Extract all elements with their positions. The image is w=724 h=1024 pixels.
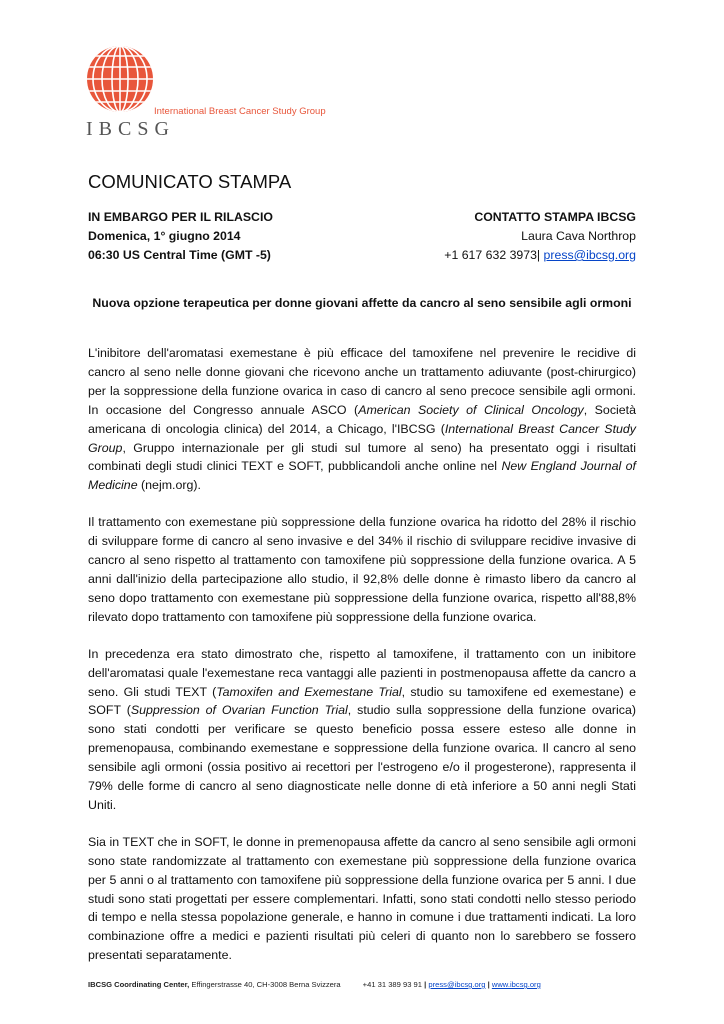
contact-name: Laura Cava Northrop xyxy=(521,229,636,243)
embargo-date: Domenica, 1° giugno 2014 xyxy=(88,229,241,243)
press-release-body xyxy=(88,344,636,983)
globe-logo-icon xyxy=(86,44,156,116)
paragraph-1: L'inibitore dell'aromatasi exemestane è più efficace del tamoxifene nel prevenire le recidive di cancro al seno nelle donne giovani che ricevono anche un trattamento adiuvante (post-chirurgico) per la soppressione della funzione ovarica in caso di cancro al seno precoce sensibile agli ormoni. In occasione del Congresso annuale ASCO (American Society of Clinical Oncology, Società americana di oncologia clinica) del 2014, a Chicago, l'IBCSG (International Breast Cancer Study Group, Gruppo internazionale per gli studi sul tumore al seno) ha presentato oggi i risultati combinati degli studi clinici TEXT e SOFT, pubblicandoli anche online nel New England Journal of Medicine (nejm.org). xyxy=(88,346,636,493)
footer-email-link[interactable]: press@ibcsg.org xyxy=(428,980,486,989)
footer-website-link[interactable]: www.ibcsg.org xyxy=(491,980,541,989)
page-footer: IBCSG Coordinating Center, Effingerstrasse 40, CH-3008 Berna Svizzera +41 31 389 93 91 | press@ibcsg.org | www.ibcsg.org xyxy=(88,980,541,989)
footer-address: Effingerstrasse 40, CH-3008 Berna Svizzera xyxy=(189,980,341,989)
contact-title: CONTATTO STAMPA IBCSG xyxy=(474,210,636,224)
paragraph-4: Sia in TEXT che in SOFT, le donne in premenopausa affette da cancro al seno sensibile agli ormoni sono state randomizzate al trattamento con exemestane più soppressione della funzione ovarica per 5 anni o al trattamento con tamoxifene più soppressione della funzione ovarica per 5 anni. I due studi sono stati progettati per essere complementari. Infatti, sono stati condotti nello stesso periodo di tempo e nella stessa popolazione generale, e hanno in comune i due trattamenti indicati. La loro combinazione offre a medici e pazienti risultati più celeri di quanto non lo sarebbero se fossero presentati separatamente. xyxy=(88,834,636,963)
ibcsg-logo xyxy=(86,44,406,144)
paragraph-3: In precedenza era stato dimostrato che, rispetto al tamoxifene, il trattamento con un inibitore dell'aromatasi quale l'exemestane reca vantaggi alle pazienti in postmenopausa affette da cancro a seno. Gli studi TEXT (Tamoxifen and Exemestane Trial, studio su tamoxifene ed exemestane) e SOFT (Suppression of Ovarian Function Trial, studio sulla soppressione della funzione ovarica) sono stati condotti per verificare se questo beneficio possa essere esteso alle donne in premenopausa, combinando exemestane e soppressione della funzione ovarica. Il cancro al seno sensibile agli ormoni (ossia positivo ai recettori per l'estrogeno e/o il progesterone), rappresenta il 79% delle forme di cancro al seno diagnosticate nelle donne di età inferiore a 50 anni negli Stati Uniti. xyxy=(88,646,636,812)
contact-email-link[interactable]: press@ibcsg.org xyxy=(543,248,636,262)
footer-org: IBCSG Coordinating Center, xyxy=(88,980,190,989)
logo-abbreviation: IBCSG xyxy=(86,118,175,140)
embargo-label: IN EMBARGO PER IL RILASCIO xyxy=(88,210,273,224)
footer-phone: +41 31 389 93 91 xyxy=(362,980,422,989)
embargo-block xyxy=(88,208,273,265)
contact-phone-line xyxy=(444,246,636,265)
paragraph-2: Il trattamento con exemestane più soppressione della funzione ovarica ha ridotto del 28% il rischio di sviluppare forme di cancro al seno invasive e del 34% il rischio di sviluppare recidive invasive di cancro al seno rispetto al trattamento con tamoxifene più soppressione della funzione ovarica. A 5 anni dall'inizio della partecipazione allo studio, il 92,8% delle donne è rimasto libero da cancro al seno dopo trattamento con exemestane più soppressione della funzione ovarica, rispetto all'88,8% rilevato dopo trattamento con tamoxifene più soppressione della funzione ovarica. xyxy=(88,515,636,624)
press-contact-block xyxy=(444,208,636,265)
contact-phone: +1 617 632 3973| xyxy=(444,248,541,262)
embargo-time: 06:30 US Central Time (GMT -5) xyxy=(88,248,271,262)
press-release-headline: Nuova opzione terapeutica per donne giovani affette da cancro al seno sensibile agli ormoni xyxy=(92,296,632,310)
logo-tagline: International Breast Cancer Study Group xyxy=(154,106,326,117)
document-type-title: COMUNICATO STAMPA xyxy=(88,171,292,192)
